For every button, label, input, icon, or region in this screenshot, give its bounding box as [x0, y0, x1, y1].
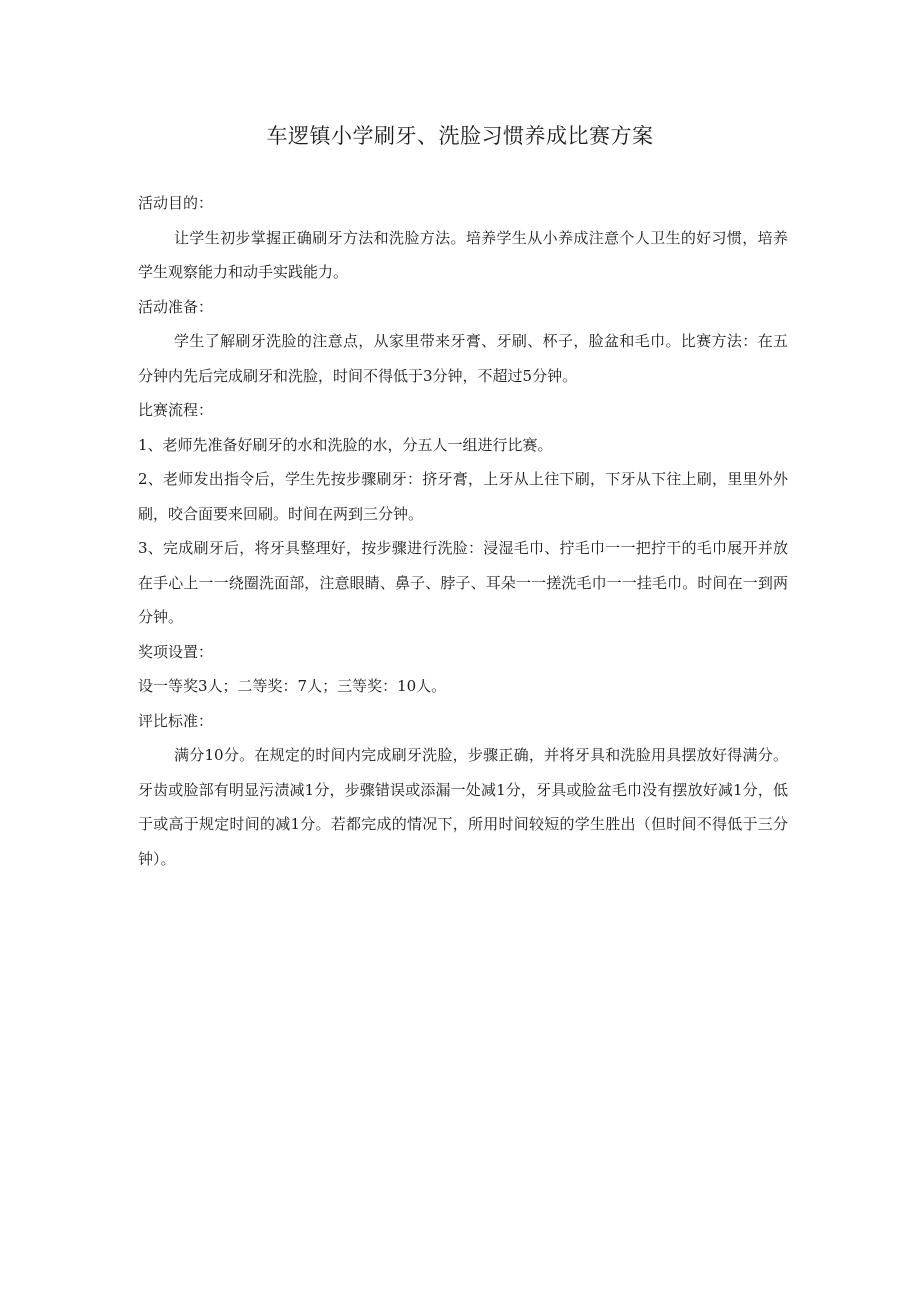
process-heading: 比赛流程： — [138, 401, 214, 419]
purpose-heading: 活动目的： — [138, 194, 214, 212]
criteria-paragraph: 满分10分。在规定的时间内完成刷牙洗脸，步骤正确，并将牙具和洗脸用具摆放好得满分。牙齿或脸部有明显污渍减1分，步骤错误或添漏一处减1分，牙具或脸盆毛巾没有摆放好减1分，低于或高于规定时间的减1分。若都完成的情况下，所用时间较短的学生胜出（但时间不得低于三分钟）。 — [138, 746, 788, 868]
document-title: 车逻镇小学刷牙、洗脸习惯养成比赛方案 — [266, 124, 654, 148]
process-step-1: 1、老师先准备好刷牙的水和洗脸的水，分五人一组进行比赛。 — [138, 435, 553, 454]
criteria-heading: 评比标准： — [138, 711, 214, 730]
preparation-paragraph: 学生了解刷牙洗脸的注意点，从家里带来牙膏、牙刷、杯子，脸盆和毛巾。比赛方法：在五分钟内先后完成刷牙和洗脸，时间不得低于3分钟，不超过5分钟。 — [138, 332, 788, 385]
process-step-3: 3、完成刷牙后，将牙具整理好，按步骤进行洗脸：浸湿毛巾、拧毛巾一一把拧干的毛巾展开并放在手心上一一绕圈洗面部，注意眼睛、鼻子、脖子、耳朵一一搓洗毛巾一一挂毛巾。时间在一到两分钟。 — [138, 539, 788, 626]
awards-heading: 奖项设置： — [138, 642, 214, 661]
awards-paragraph: 设一等奖3人；二等奖：7人；三等奖：10人。 — [138, 677, 447, 695]
process-step-2: 2、老师发出指令后，学生先按步骤刷牙：挤牙膏，上牙从上往下刷，下牙从下往上刷，里里外外刷，咬合面要来回刷。时间在两到三分钟。 — [138, 470, 788, 523]
purpose-paragraph: 让学生初步掌握正确刷牙方法和洗脸方法。培养学生从小养成注意个人卫生的好习惯，培养学生观察能力和动手实践能力。 — [138, 228, 788, 281]
preparation-heading: 活动准备： — [138, 297, 214, 316]
document-body — [138, 186, 788, 876]
